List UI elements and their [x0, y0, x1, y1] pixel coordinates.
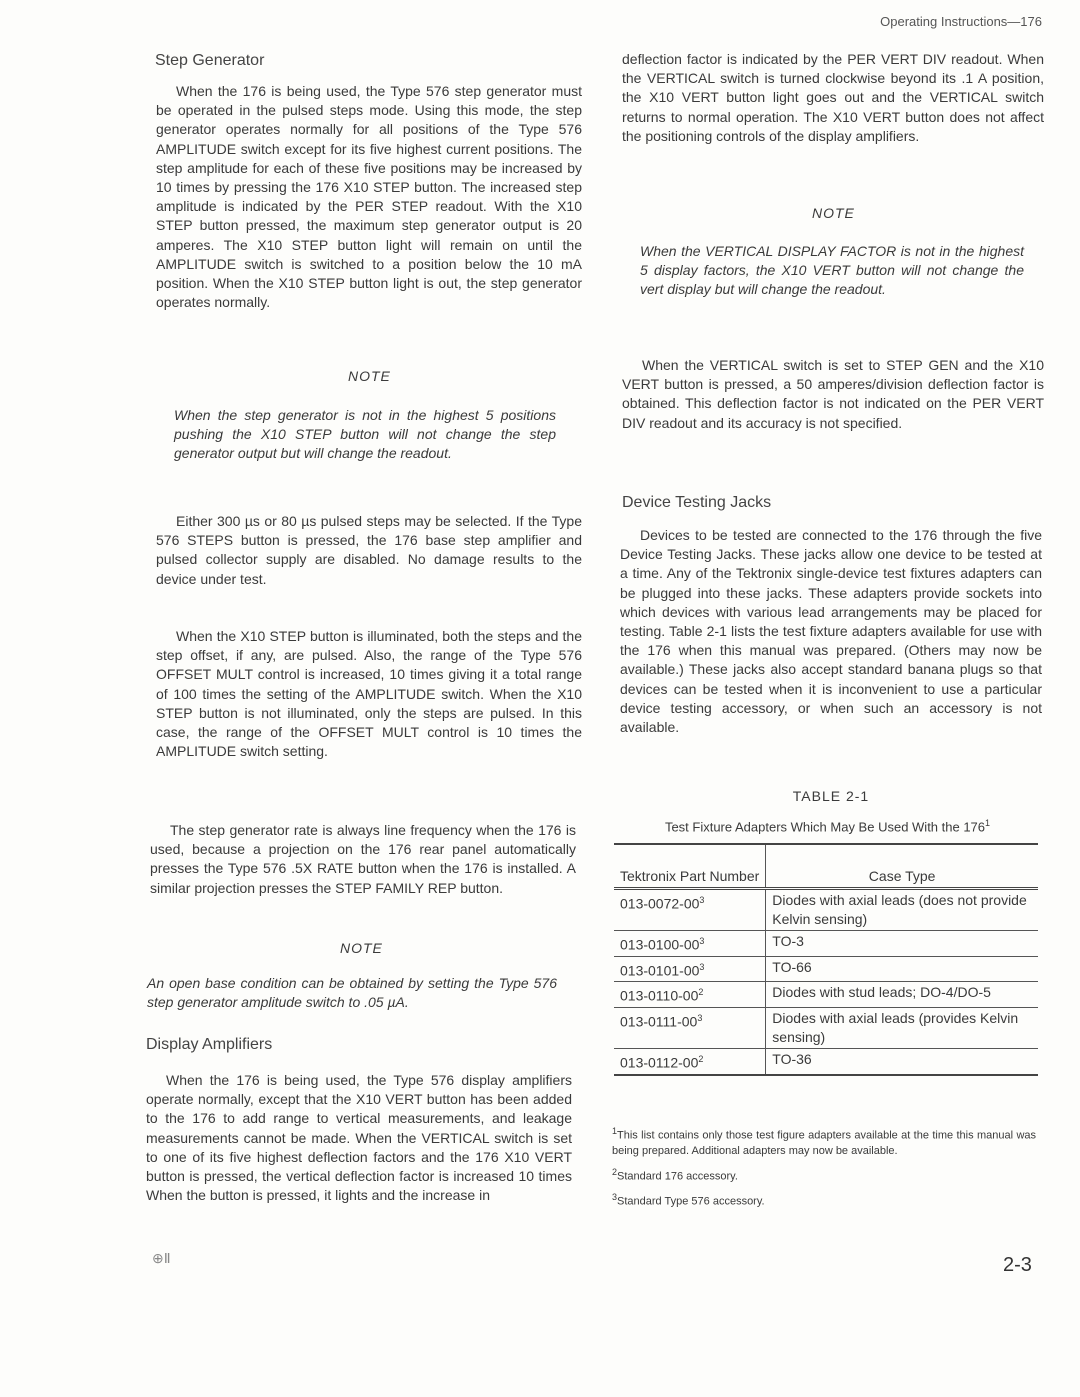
- tek-logo-icon: ⊕Ⅱ: [152, 1250, 171, 1266]
- page-number: 2-3: [1003, 1254, 1032, 1276]
- part-number-cell: [614, 931, 766, 957]
- part-number: 013-0111-00: [620, 1013, 698, 1030]
- case-type-cell: TO-66: [772, 958, 812, 975]
- column-header-part: Tektronix Part Number: [614, 844, 766, 889]
- footnote-text: This list contains only those test figure adapters available at the time this manual was being prepared. Additional adapters may now be available.: [612, 1129, 1036, 1157]
- case-type-cell: Diodes with stud leads; DO-4/DO-5: [772, 984, 991, 1001]
- footnote-ref: 3: [699, 936, 705, 946]
- footnote: [612, 1190, 1036, 1210]
- footnote-ref: 3: [699, 895, 705, 905]
- caption-text: Test Fixture Adapters Which May Be Used With the 176: [664, 819, 986, 835]
- footnote-ref: 3: [697, 1012, 703, 1023]
- note-text: When the VERTICAL DISPLAY FACTOR is not in the highest 5 display factors, the X10 VERT button will not change the vert display but will change the readout.: [640, 243, 1024, 298]
- footnote-ref: 2: [698, 1053, 704, 1064]
- part-number-cell: [614, 982, 766, 1008]
- part-number: 013-0101-00: [620, 962, 700, 979]
- footnote-ref: 1: [985, 818, 991, 828]
- note-label: NOTE: [340, 940, 383, 956]
- footnote-text: Standard Type 576 accessory.: [617, 1195, 765, 1208]
- footnote-ref: 3: [699, 961, 705, 972]
- table-row: [614, 1048, 1038, 1074]
- note-label: NOTE: [812, 205, 855, 221]
- footnote-number: 1: [612, 1126, 618, 1136]
- paragraph: When the 176 is being used, the Type 576 step generator must be operated in the pulsed steps mode. Using this mode, the step generator operates normally for all positions of the Type 576 AMPLITUDE switch except for its five highest current positions. The step amplitude for each of these five positions may be increased by 10 times by pressing the 176 X10 STEP button. The increased step amplitude is indicated by the PER STEP readout. With the X10 STEP button pressed, the maximum step generator output is 20 amperes. The X10 STEP button light will remain on until the AMPLITUDE switch is switched to a position below the 10 mA position. When the X10 STEP button light is out, the step generator operates normally.: [156, 83, 582, 311]
- note-label: NOTE: [348, 368, 391, 384]
- table-caption: [615, 818, 1040, 834]
- paragraph: When the 176 is being used, the Type 576 display amplifiers operate normally, except that the X10 VERT button has been added to the 176 to add range to vertical measurements, and leakage measurements cannot be made. When the VERTICAL switch is set to one of its five highest deflection factors and the 176 X10 VERT button is pressed, the vertical deflection factor is increased 10 times When the button is pressed, it lights and the increase in: [146, 1072, 572, 1204]
- footnotes: [612, 1124, 1036, 1216]
- table-label: TABLE 2-1: [792, 788, 870, 804]
- footnote-number: 3: [612, 1192, 618, 1203]
- paragraph: When the VERTICAL switch is set to STEP GEN and the X10 VERT button is pressed, a 50 amperes/division deflection factor is obtained. This deflection factor is not indicated on the PER VERT DIV readout and its accuracy is not specified.: [622, 357, 1044, 431]
- footnote: [612, 1165, 1036, 1185]
- note-text: When the step generator is not in the highest 5 positions pushing the X10 STEP button will not change the step generator output but will change the readout.: [174, 407, 556, 462]
- paragraph: Devices to be tested are connected to the 176 through the five Device Testing Jacks. These jacks allow one device to be tested at a time. Any of the Tektronix single-device test fixtures adapters can be plugged into these jacks. These adapters provide sockets into which devices with various lead arrangements may be placed for testing. Table 2-1 lists the test fixture adapters available for use with the 176 when this manual was prepared. (Others may now be available.) These jacks also accept standard banana plugs so that devices can be tested when it is inconvenient to use a particular device testing accessory, or when such an accessory is not available.: [620, 527, 1042, 736]
- part-number: 013-0100-00: [620, 936, 700, 953]
- note-text: An open base condition can be obtained by setting the Type 576 step generator amplitude switch to .05 µA.: [147, 975, 557, 1011]
- part-number-cell: [614, 1007, 766, 1048]
- section-heading-device-testing: [622, 494, 771, 512]
- paragraph: Either 300 µs or 80 µs pulsed steps may be selected. If the Type 576 STEPS button is pressed, the 176 base step amplifier and pulsed collector supply are disabled. No damage results to the device under test.: [156, 513, 582, 587]
- table-row: [614, 982, 1038, 1008]
- part-number: 013-0112-00: [620, 1054, 699, 1071]
- part-number: 013-0110-00: [620, 987, 699, 1004]
- part-number-cell: [614, 1048, 766, 1074]
- heading-text: Device Testing Jacks: [622, 494, 772, 511]
- part-number-cell: [614, 889, 766, 931]
- adapters-table: [614, 843, 1038, 1076]
- case-type-cell: Diodes with axial leads (does not provide Kelvin sensing): [772, 892, 1027, 927]
- heading-text: Display Amplifiers: [146, 1036, 273, 1053]
- table-row: [614, 889, 1038, 931]
- case-type-cell: TO-36: [772, 1050, 812, 1067]
- footnote: [612, 1124, 1036, 1159]
- table-row: [614, 956, 1038, 982]
- section-heading-step-generator: [155, 52, 264, 70]
- paragraph: When the X10 STEP button is illuminated, both the steps and the step offset, if any, are pulsed. Also, the range of the Type 576 OFFSET MULT control is increased, 10 times giving it a total range of 100 times the setting of the AMPLITUDE switch. When the X10 STEP button is not illuminated, only the steps are pulsed. In this case, the range of the OFFSET MULT control is 10 times the AMPLITUDE switch setting.: [156, 628, 582, 760]
- section-heading-display-amplifiers: [146, 1036, 272, 1054]
- case-type-cell: Diodes with axial leads (provides Kelvin sensing): [772, 1009, 1019, 1045]
- heading-text: Step Generator: [155, 52, 265, 69]
- part-number-cell: [614, 956, 766, 982]
- column-header-case: Case Type: [868, 868, 936, 884]
- paragraph: The step generator rate is always line frequency when the 176 is used, because a projection on the 176 rear panel automatically presses the Type 576 .5X RATE button when the 176 is installed. A similar projection presses the STEP FAMILY REP button.: [150, 822, 576, 896]
- table-row: [614, 931, 1038, 957]
- part-number: 013-0072-00: [620, 895, 700, 912]
- footnote-text: Standard 176 accessory.: [617, 1170, 738, 1183]
- table-row: [614, 1007, 1038, 1048]
- table-header-row: [614, 844, 1038, 889]
- running-header: Operating Instructions—176: [880, 14, 1042, 29]
- paragraph: deflection factor is indicated by the PER VERT DIV readout. When the VERTICAL switch is turned clockwise beyond its .1 A position, the X10 VERT button light goes out and the VERTICAL switch returns to normal operation. The X10 VERT button does not affect the positioning controls of the display amplifiers.: [622, 51, 1044, 144]
- case-type-cell: TO-3: [772, 933, 804, 949]
- footnote-ref: 2: [698, 987, 704, 998]
- footnote-number: 2: [612, 1166, 618, 1177]
